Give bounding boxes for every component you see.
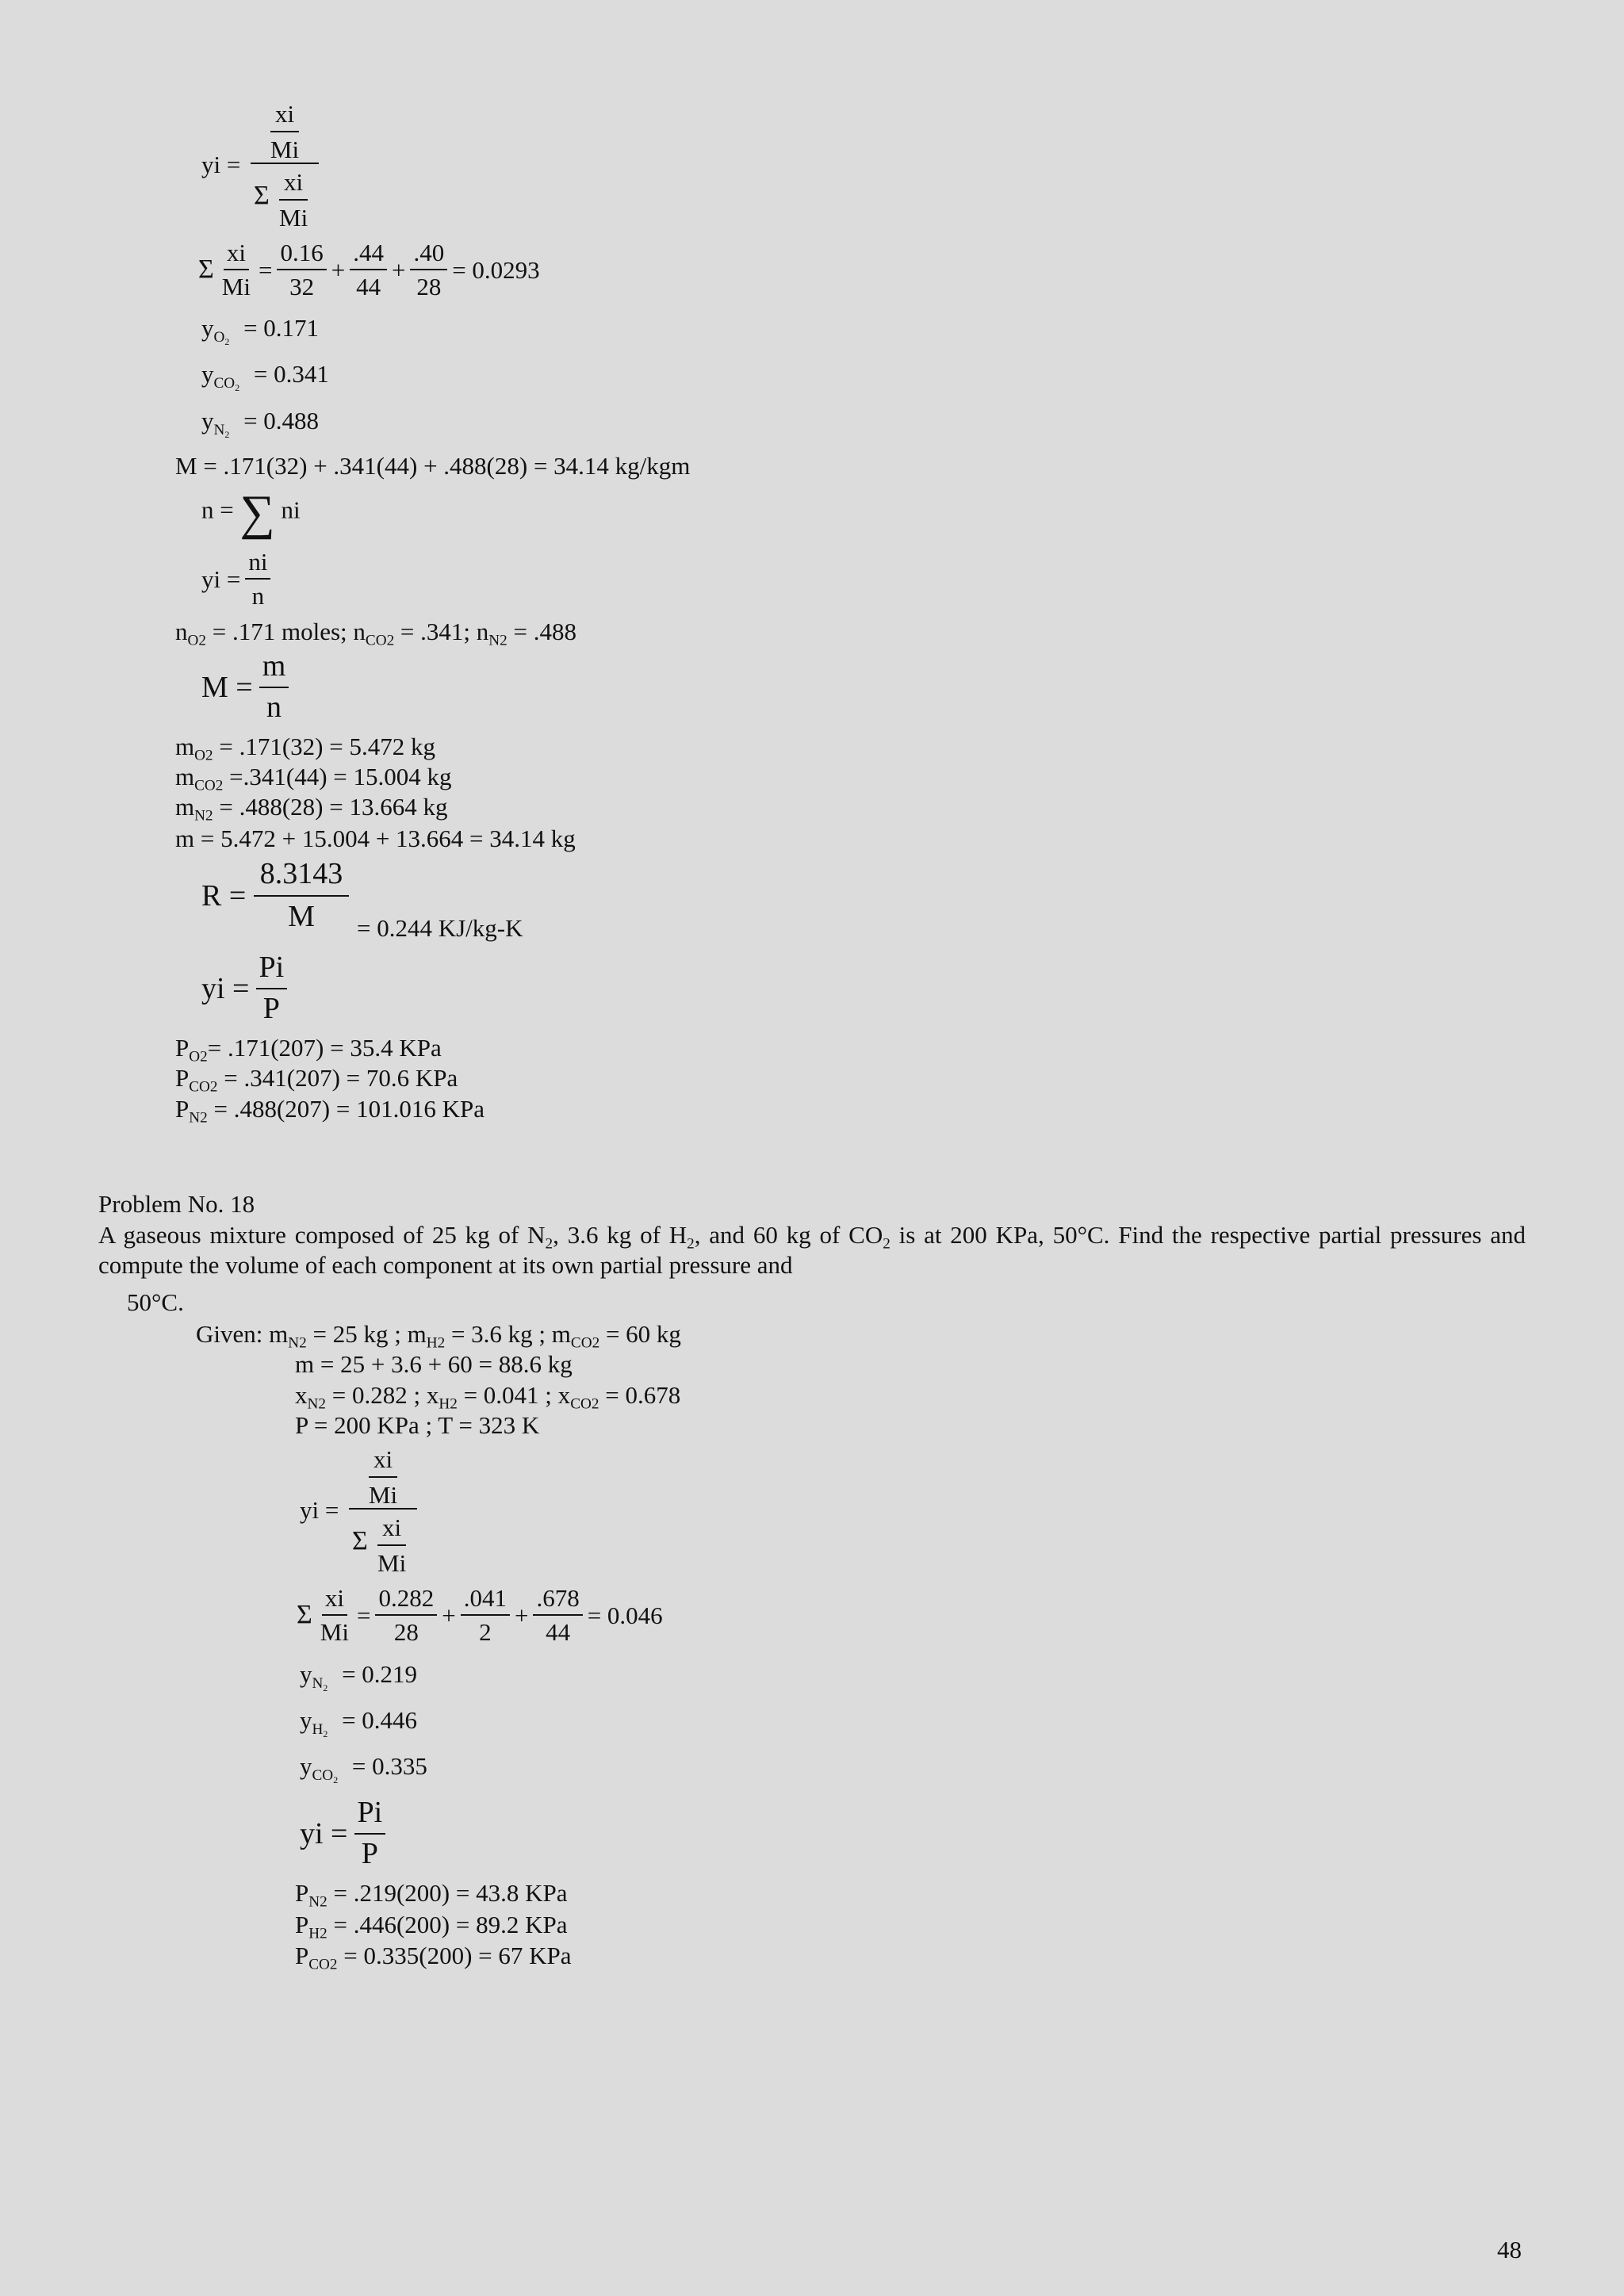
formula-text: 32 bbox=[289, 273, 315, 301]
formula-text: =.341(44) = 15.004 kg bbox=[223, 763, 452, 790]
formula-text: CO2 bbox=[570, 1334, 600, 1352]
formula-text: N2 bbox=[307, 1395, 326, 1413]
formula-text: n bbox=[175, 618, 188, 645]
pressure-co2-line bbox=[175, 1064, 458, 1096]
formula-text: .041 bbox=[461, 1583, 510, 1616]
formula-text: = .219(200) = 43.8 KPa bbox=[327, 1879, 568, 1907]
fraction bbox=[533, 1583, 582, 1647]
formula-text: y bbox=[201, 314, 214, 342]
formula-text: = 0.0293 bbox=[452, 255, 540, 284]
formula-text: N2 bbox=[488, 632, 508, 649]
sum-xi-over-mi-equation bbox=[198, 238, 540, 301]
formula-text: xi bbox=[279, 170, 308, 201]
formula-text: H2 bbox=[426, 1334, 446, 1352]
formula-text: m bbox=[175, 733, 195, 760]
formula-text: N2 bbox=[189, 1109, 208, 1127]
formula-text: P bbox=[295, 1911, 309, 1938]
formula-text: 2 bbox=[333, 1774, 339, 1785]
formula-text: = 0.335 bbox=[351, 1752, 427, 1780]
formula-text: = bbox=[258, 255, 273, 284]
formula-text: = 60 kg bbox=[599, 1320, 681, 1348]
pressure-temperature-line: P = 200 KPa ; T = 323 K bbox=[295, 1411, 540, 1439]
formula-text: = 0.341 bbox=[253, 360, 329, 388]
formula-text: M bbox=[288, 900, 315, 933]
formula-text: , 3.6 kg of H bbox=[553, 1221, 688, 1249]
formula-text: N2 bbox=[194, 807, 213, 825]
formula-text: 28 bbox=[393, 1618, 419, 1647]
formula-text: = .171(32) = 5.472 kg bbox=[213, 733, 435, 760]
formula-text: P bbox=[262, 991, 280, 1025]
formula-text: 8.3143 bbox=[254, 859, 349, 897]
formula-text: = .488(28) = 13.664 kg bbox=[213, 793, 448, 821]
formula-text: m bbox=[175, 793, 195, 821]
formula-text: = 0.678 bbox=[599, 1381, 681, 1409]
formula-text: xi bbox=[377, 1515, 406, 1546]
formula-text: 0.16 bbox=[277, 238, 326, 270]
formula-text: ni bbox=[245, 547, 270, 580]
formula-text: O2 bbox=[189, 1048, 208, 1066]
yi-ni-over-n-line bbox=[201, 547, 270, 610]
formula-text: 2 bbox=[224, 428, 230, 440]
formula-text: Mi bbox=[377, 1549, 407, 1577]
y-co2-line-p18 bbox=[300, 1752, 427, 1785]
formula-text: N bbox=[213, 421, 225, 438]
formula-text: is at 200 KPa, 50°C. Find the respective partial pressures and compute the volume of each component at its own partial pressure and bbox=[98, 1221, 1526, 1279]
formula-text: 2 bbox=[224, 335, 230, 347]
formula-text: 2 bbox=[235, 381, 240, 393]
problem-heading: Problem No. 18 bbox=[98, 1190, 255, 1218]
formula-text: P bbox=[175, 1034, 190, 1062]
formula-text: O bbox=[213, 328, 225, 346]
formula-text: = .446(200) = 89.2 KPa bbox=[327, 1911, 568, 1938]
formula-text: CO2 bbox=[194, 777, 224, 794]
formula-text: H2 bbox=[308, 1925, 327, 1942]
formula-text: m bbox=[259, 649, 289, 688]
formula-text: CO2 bbox=[189, 1078, 218, 1096]
sigma-icon: Σ bbox=[198, 254, 214, 285]
given-masses-line bbox=[196, 1320, 681, 1352]
formula-text: M = bbox=[201, 670, 253, 704]
formula-text: Mi bbox=[221, 273, 251, 301]
y-co2-line bbox=[201, 360, 329, 393]
formula-text: n = bbox=[201, 496, 234, 524]
formula-text: 28 bbox=[416, 273, 442, 301]
formula-text: y bbox=[300, 1706, 312, 1734]
formula-text: y bbox=[300, 1660, 312, 1688]
formula-text: + bbox=[331, 255, 346, 284]
formula-text: = .341(207) = 70.6 KPa bbox=[217, 1064, 458, 1092]
problem-statement bbox=[98, 1220, 1526, 1280]
formula-text: m bbox=[175, 763, 195, 790]
mass-fractions-line bbox=[295, 1381, 681, 1413]
formula-text: + bbox=[391, 255, 406, 284]
yi-Pi-over-P-line bbox=[201, 950, 287, 1027]
given-total-mass-line: m = 25 + 3.6 + 60 = 88.6 kg bbox=[295, 1350, 573, 1378]
formula-text: CO bbox=[312, 1766, 334, 1784]
formula-text: R = bbox=[201, 879, 247, 913]
formula-text: = 0.244 KJ/kg-K bbox=[357, 914, 523, 942]
formula-text: CO bbox=[213, 374, 236, 392]
formula-text: y bbox=[300, 1752, 312, 1780]
formula-text: CO2 bbox=[365, 632, 395, 649]
formula-text: 2 bbox=[883, 1235, 891, 1253]
formula-text: 2 bbox=[545, 1235, 553, 1253]
formula-text: = bbox=[356, 1601, 371, 1629]
formula-text: Mi bbox=[320, 1618, 349, 1647]
formula-text: A gaseous mixture composed of 25 kg of N bbox=[98, 1221, 546, 1249]
formula-text: P bbox=[175, 1095, 190, 1123]
formula-text: P bbox=[361, 1836, 378, 1870]
formula-text: CO2 bbox=[570, 1395, 599, 1413]
formula-text: = 0.488 bbox=[243, 407, 320, 434]
formula-text: = 0.041 ; x bbox=[457, 1381, 571, 1409]
formula-text: 2 bbox=[687, 1235, 695, 1253]
fraction bbox=[410, 238, 447, 301]
moles-line bbox=[175, 618, 576, 649]
pressure-n2-line-p18 bbox=[295, 1879, 568, 1911]
formula-text: y bbox=[201, 407, 214, 434]
formula-text: 44 bbox=[546, 1618, 571, 1647]
formula-text: .44 bbox=[350, 238, 387, 270]
pressure-o2-line bbox=[175, 1034, 442, 1066]
formula-text: yi = bbox=[300, 1816, 348, 1850]
formula-text: Pi bbox=[256, 950, 288, 989]
M-m-over-n-line bbox=[201, 649, 289, 725]
formula-text: N2 bbox=[288, 1334, 307, 1352]
formula-lhs: yi = bbox=[300, 1496, 339, 1524]
sigma-icon: Σ bbox=[297, 1600, 312, 1630]
yi-Pi-over-P-line-p18 bbox=[300, 1795, 385, 1872]
formula-text: H2 bbox=[439, 1395, 458, 1413]
molar-mass-line: M = .171(32) + .341(44) + .488(28) = 34.14 kg/kgm bbox=[175, 452, 691, 480]
formula-text: = .171(207) = 35.4 KPa bbox=[207, 1034, 442, 1062]
pressure-n2-line bbox=[175, 1095, 485, 1127]
pressure-h2-line-p18 bbox=[295, 1911, 568, 1942]
formula-text: = 3.6 kg ; m bbox=[445, 1320, 571, 1348]
formula-text: 2 bbox=[323, 1682, 328, 1693]
sigma-icon: ∑ bbox=[239, 486, 275, 540]
formula-text: P bbox=[175, 1064, 190, 1092]
fraction bbox=[317, 1583, 352, 1647]
formula-text: = 0.171 bbox=[243, 314, 320, 342]
formula-text: + bbox=[442, 1601, 456, 1629]
formula-text: 0.282 bbox=[375, 1583, 437, 1616]
n-sum-line bbox=[201, 488, 301, 538]
y-h2-line-p18 bbox=[300, 1706, 418, 1739]
formula-text: n bbox=[251, 582, 265, 610]
mass-co2-line bbox=[175, 763, 452, 794]
y-n2-line bbox=[201, 407, 320, 440]
formula-text: , and 60 kg of CO bbox=[694, 1221, 883, 1249]
y-n2-line-p18 bbox=[300, 1660, 418, 1693]
formula-text: .40 bbox=[410, 238, 447, 270]
formula-text: N bbox=[312, 1674, 324, 1692]
formula-text: xi bbox=[322, 1583, 347, 1616]
formula-text: H bbox=[312, 1720, 324, 1738]
fraction bbox=[219, 238, 254, 301]
mass-total-line: m = 5.472 + 15.004 + 13.664 = 34.14 kg bbox=[175, 825, 576, 852]
formula-text: x bbox=[295, 1381, 308, 1409]
formula-text: n bbox=[266, 690, 282, 724]
formula-text: = 0.046 bbox=[587, 1601, 663, 1629]
formula-text: O2 bbox=[194, 747, 213, 764]
page-number: 48 bbox=[1497, 2236, 1522, 2263]
problem-statement-continued: 50°C. bbox=[127, 1288, 184, 1316]
mass-o2-line bbox=[175, 733, 435, 764]
fraction bbox=[277, 238, 326, 301]
formula-text: 2 bbox=[479, 1618, 492, 1647]
formula-text: xi bbox=[369, 1447, 397, 1478]
formula-text: Mi bbox=[368, 1481, 398, 1509]
y-o2-line bbox=[201, 314, 320, 347]
formula-text: ni bbox=[281, 496, 301, 524]
sigma-icon: Σ bbox=[352, 1526, 368, 1556]
mass-n2-line bbox=[175, 793, 448, 825]
formula-text: = .488 bbox=[507, 618, 576, 645]
formula-text: xi bbox=[224, 238, 249, 270]
formula-text: P bbox=[295, 1879, 309, 1907]
formula-text: = 0.335(200) = 67 KPa bbox=[337, 1942, 572, 1969]
formula-lhs: yi = bbox=[201, 151, 241, 178]
formula-text: xi bbox=[270, 101, 299, 132]
formula-text: N2 bbox=[308, 1893, 327, 1911]
fraction bbox=[256, 950, 288, 1027]
formula-text: = 0.282 ; x bbox=[325, 1381, 439, 1409]
formula-text: = 0.219 bbox=[342, 1660, 418, 1688]
formula-text: = .341; n bbox=[394, 618, 489, 645]
formula-text: 44 bbox=[356, 273, 381, 301]
formula-text: + bbox=[514, 1601, 529, 1629]
formula-text: CO2 bbox=[308, 1956, 338, 1973]
formula-text: = 0.446 bbox=[342, 1706, 418, 1734]
main-fraction-bar bbox=[251, 163, 319, 164]
formula-text: .678 bbox=[533, 1583, 582, 1616]
fraction bbox=[245, 547, 270, 610]
formula-text: yi = bbox=[201, 971, 250, 1005]
formula-text: P bbox=[295, 1942, 309, 1969]
formula-text: Given: m bbox=[196, 1320, 289, 1348]
formula-text: yi = bbox=[201, 564, 241, 593]
sum-xi-over-mi-equation-p18 bbox=[297, 1583, 663, 1647]
formula-text: = .488(207) = 101.016 KPa bbox=[207, 1095, 485, 1123]
sigma-icon: Σ bbox=[254, 181, 270, 210]
main-fraction-bar bbox=[349, 1508, 417, 1510]
fraction bbox=[461, 1583, 510, 1647]
formula-text: Mi bbox=[279, 204, 308, 232]
fraction bbox=[259, 649, 289, 725]
formula-text: Pi bbox=[354, 1795, 386, 1835]
formula-text: O2 bbox=[187, 632, 206, 649]
formula-text: Mi bbox=[270, 136, 300, 163]
fraction bbox=[375, 1583, 437, 1647]
pressure-co2-line-p18 bbox=[295, 1942, 572, 1973]
fraction bbox=[350, 238, 387, 301]
formula-text: = 25 kg ; m bbox=[306, 1320, 427, 1348]
formula-text: 2 bbox=[323, 1728, 328, 1739]
formula-text: = .171 moles; n bbox=[205, 618, 366, 645]
fraction bbox=[354, 1795, 386, 1872]
formula-text: y bbox=[201, 360, 214, 388]
